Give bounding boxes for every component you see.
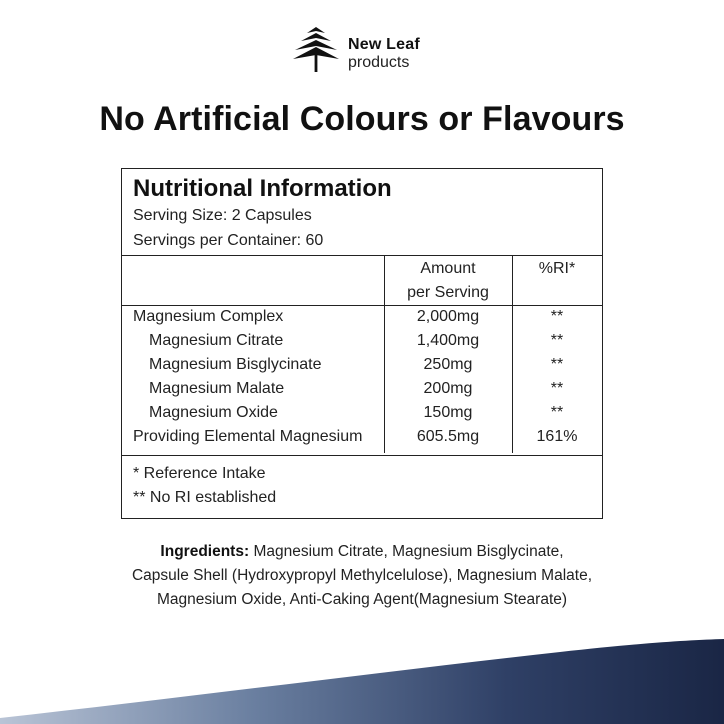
row-ri: **	[550, 356, 564, 373]
row-amount: 605.5mg	[416, 428, 480, 445]
row-amount: 150mg	[423, 404, 473, 421]
row-name: Magnesium Oxide	[149, 404, 278, 421]
column-header-ri: %RI*	[538, 260, 576, 277]
brand-sub: products	[348, 54, 410, 71]
nutrition-panel	[121, 168, 603, 519]
row-amount: 2,000mg	[416, 308, 480, 325]
row-ri: **	[550, 404, 564, 421]
row-amount: 1,400mg	[416, 332, 480, 349]
serving-size: Serving Size: 2 Capsules	[133, 207, 312, 224]
row-name: Magnesium Bisglycinate	[149, 356, 322, 373]
brand-name: New Leaf	[348, 36, 420, 53]
row-ri: **	[550, 308, 564, 325]
ingredients-label: Ingredients:	[160, 543, 250, 560]
headline: No Artificial Colours or Flavours	[99, 100, 625, 138]
column-header-amount: Amount per Serving	[407, 260, 489, 301]
brand-logo	[291, 25, 451, 81]
panel-title: Nutritional Information	[133, 175, 392, 202]
row-name: Magnesium Complex	[133, 308, 284, 325]
row-ri: **	[550, 332, 564, 349]
table-row	[122, 428, 602, 452]
decorative-wave	[0, 600, 724, 724]
table-row	[122, 308, 602, 332]
footnote-ri: * Reference Intake	[133, 465, 266, 482]
divider	[122, 305, 602, 306]
row-ri: 161%	[536, 428, 578, 445]
leaf-tree-icon	[291, 25, 341, 75]
ingredients-line: Capsule Shell (Hydroxypropyl Methylcelulose), Magnesium Malate,	[131, 567, 593, 584]
footnote-no-ri: ** No RI established	[133, 489, 277, 506]
ingredients-line: Magnesium Citrate, Magnesium Bisglycinate,	[253, 543, 564, 560]
row-name: Providing Elemental Magnesium	[133, 428, 363, 445]
table-row	[122, 380, 602, 404]
table-row	[122, 332, 602, 356]
divider	[122, 255, 602, 256]
row-ri: **	[550, 380, 564, 397]
table-row	[122, 356, 602, 380]
servings-per-container: Servings per Container: 60	[133, 232, 324, 249]
divider	[122, 455, 602, 456]
row-amount: 250mg	[423, 356, 473, 373]
table-row	[122, 404, 602, 428]
ingredients-line: Magnesium Oxide, Anti-Caking Agent(Magnesium Stearate)	[156, 591, 568, 608]
row-name: Magnesium Citrate	[149, 332, 284, 349]
row-name: Magnesium Malate	[149, 380, 285, 397]
row-amount: 200mg	[423, 380, 473, 397]
